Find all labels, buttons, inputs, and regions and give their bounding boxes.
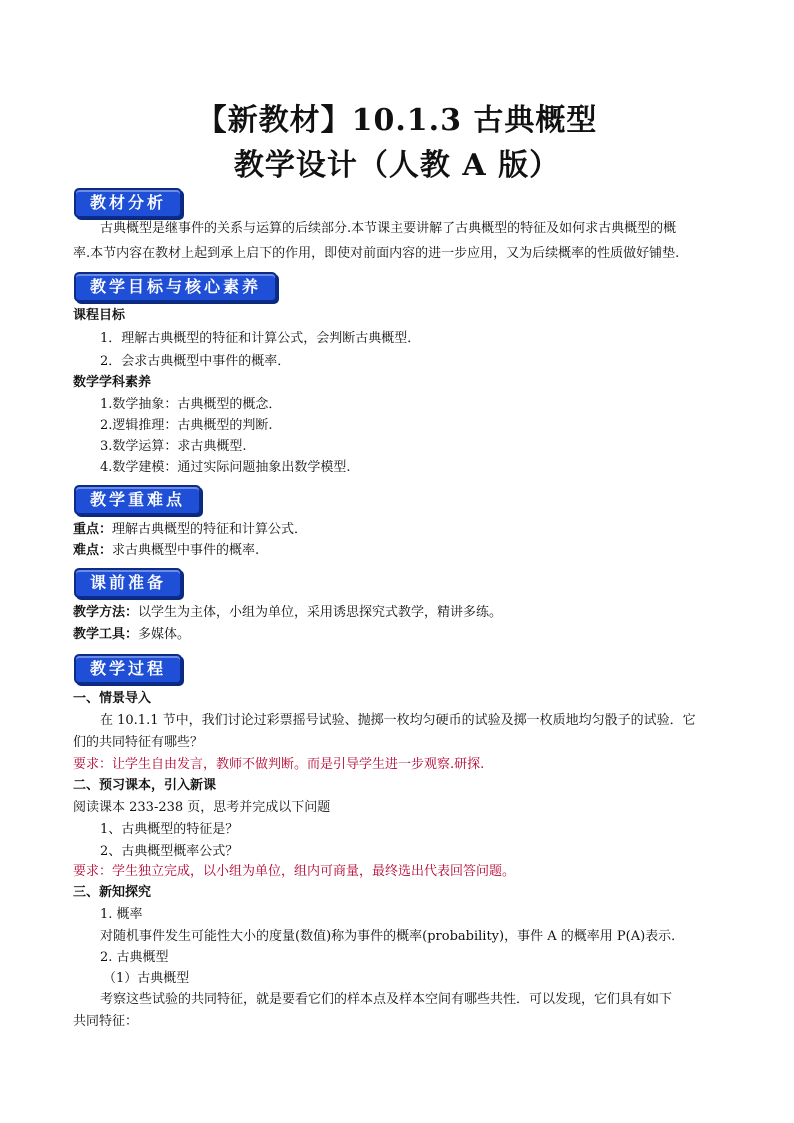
page-subtitle: 教学设计（人教 A 版） — [233, 148, 561, 183]
course-goal-item: 2．会求古典概型中事件的概率． — [100, 354, 291, 369]
process-s3-p2-line-1: 考察这些试验的共同特征，就是要看它们的样本点及样本空间有哪些共性．可以发现，它们具有如下 — [100, 992, 673, 1007]
process-s1-title: 一、情景导入 — [73, 691, 152, 706]
section-badge-goals: 教学目标与核心素养 — [74, 272, 277, 302]
tool-label: 教学工具： — [73, 627, 139, 642]
process-s2-title: 二、预习课本，引入新课 — [73, 778, 217, 793]
process-s3-p2-line-2: 共同特征： — [73, 1014, 139, 1029]
course-goal-item: 1．理解古典概型的特征和计算公式，会判断古典概型． — [100, 331, 421, 346]
literacy-item: 3.数学运算：求古典概型. — [100, 439, 247, 454]
process-s3-p1-label: 1. 概率 — [100, 907, 143, 922]
analysis-line-2: 率.本节内容在教材上起到承上启下的作用，即使对前面内容的进一步应用，又为后续概率的性质做好铺垫. — [73, 246, 680, 261]
focus-line — [73, 520, 307, 540]
process-s1-requirement: 要求：让学生自由发言，教师不做判断。而是引导学生进一步观察.研探. — [73, 757, 485, 772]
process-s2-question: 1、古典概型的特征是？ — [100, 822, 239, 837]
course-goals-label: 课程目标 — [73, 308, 126, 323]
literacy-label: 数学学科素养 — [73, 375, 152, 390]
process-s1-line-2: 们的共同特征有哪些？ — [73, 735, 204, 750]
method-line — [73, 603, 502, 623]
method-text: 以学生为主体，小组为单位，采用诱思探究式教学，精讲多练。 — [138, 605, 503, 620]
literacy-item: 2.逻辑推理：古典概型的判断. — [100, 418, 273, 433]
analysis-line-1: 古典概型是继事件的关系与运算的后续部分.本节课主要讲解了古典概型的特征及如何求古典概型的概 — [100, 221, 677, 236]
process-s3-p2-label: 2. 古典概型 — [100, 950, 169, 965]
literacy-item: 4.数学建模：通过实际问题抽象出数学模型. — [100, 460, 351, 475]
method-label: 教学方法： — [73, 605, 139, 620]
process-s2-requirement: 要求：学生独立完成，以小组为单位，组内可商量，最终选出代表回答问题。 — [73, 864, 516, 879]
process-s2-line-1: 阅读课本 233-238 页，思考并完成以下问题 — [73, 800, 331, 815]
section-badge-keypoints: 教学重难点 — [74, 485, 201, 515]
section-badge-process: 教学过程 — [74, 654, 182, 684]
process-s1-line-1: 在 10.1.1 节中，我们讨论过彩票摇号试验、抛掷一枚均匀硬币的试验及掷一枚质地均匀骰子的试验．它 — [100, 713, 696, 728]
section-badge-prep: 课前准备 — [74, 568, 182, 598]
process-s3-p2-sub: （1）古典概型 — [103, 971, 190, 986]
literacy-item: 1.数学抽象：古典概型的概念． — [100, 397, 282, 412]
process-s2-question: 2、古典概型概率公式？ — [100, 844, 239, 859]
difficulty-label: 难点： — [73, 543, 113, 558]
difficulty-text: 求古典概型中事件的概率. — [112, 543, 260, 558]
process-s3-title: 三、新知探究 — [73, 885, 152, 900]
tool-line — [73, 625, 190, 645]
difficulty-line — [73, 541, 259, 561]
page-title: 【新教材】10.1.3 古典概型 — [196, 103, 598, 138]
focus-label: 重点： — [73, 522, 113, 537]
tool-text: 多媒体。 — [138, 627, 191, 642]
process-s3-p1-text: 对随机事件发生可能性大小的度量(数值)称为事件的概率(probability)，事件 A 的概率用 P(A)表示． — [100, 929, 685, 944]
focus-text: 理解古典概型的特征和计算公式． — [112, 522, 308, 537]
section-badge-analysis: 教材分析 — [74, 188, 182, 218]
